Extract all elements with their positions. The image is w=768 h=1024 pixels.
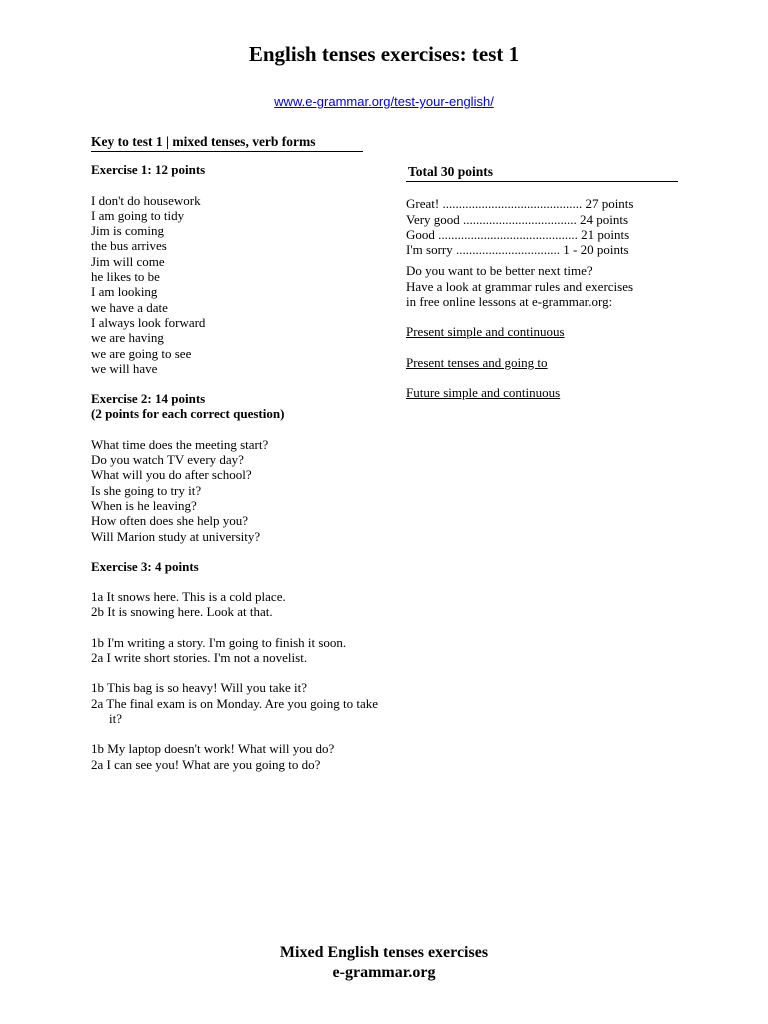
answer-line: Jim will come <box>91 253 165 269</box>
answer-line: I don't do housework <box>91 192 201 208</box>
promo-text <box>406 263 678 309</box>
page-footer <box>0 943 768 983</box>
promo-line: in free online lessons at e-grammar.org: <box>406 294 613 310</box>
score-row: I'm sorry ................................ 1 - 20 points <box>406 242 629 258</box>
answer-line: we have a date <box>91 299 168 315</box>
answer-line: 2a The final exam is on Monday. Are you going to take it? <box>91 695 379 726</box>
answer-line: 1a It snows here. This is a cold place. <box>91 589 286 605</box>
answer-line: When is he leaving? <box>91 497 197 513</box>
answer-line: 2b It is snowing here. Look at that. <box>91 604 273 620</box>
answer-line: Is she going to try it? <box>91 482 202 498</box>
promo-line: Have a look at grammar rules and exercises <box>406 278 634 294</box>
exercise2-heading: Exercise 2: 14 points <box>91 391 206 407</box>
answer-line: we are going to see <box>91 345 192 361</box>
answer-line: 1b I'm writing a story. I'm going to finish it soon. <box>91 634 347 650</box>
answer-line: 1b This bag is so heavy! Will you take it? <box>91 680 307 696</box>
score-table <box>406 196 678 257</box>
scoring-column <box>406 164 678 400</box>
answer-line: I always look forward <box>91 314 206 330</box>
answer-line: What time does the meeting start? <box>91 436 269 452</box>
answer-line: What will you do after school? <box>91 467 252 483</box>
key-heading: Key to test 1 | mixed tenses, verb forms <box>91 134 363 152</box>
promo-line: Do you want to be better next time? <box>406 263 593 279</box>
page-title: English tenses exercises: test 1 <box>248 42 520 66</box>
answer-line: Do you watch TV every day? <box>91 452 244 468</box>
answer-line: he likes to be <box>91 269 160 285</box>
score-row: Great! ........................................... 27 points <box>406 196 634 212</box>
site-url-link[interactable]: www.e-grammar.org/test-your-english/ <box>274 94 494 109</box>
lesson-link-present-simple-continuous[interactable]: Present simple and continuous <box>406 324 565 340</box>
exercise3-heading: Exercise 3: 4 points <box>91 558 199 574</box>
exercise1-answers <box>91 193 381 377</box>
lesson-link-present-tenses-going-to[interactable]: Present tenses and going to <box>406 354 548 370</box>
answer-line: Will Marion study at university? <box>91 528 261 544</box>
answer-line: How often does she help you? <box>91 513 249 529</box>
exercise1-heading: Exercise 1: 12 points <box>91 162 206 178</box>
score-row: Good ........................................... 21 points <box>406 226 630 242</box>
answer-line: I am going to tidy <box>91 207 185 223</box>
answer-line: the bus arrives <box>91 238 167 254</box>
answer-line: 1b My laptop doesn't work! What will you do? <box>91 741 335 757</box>
score-row: Very good ................................... 24 points <box>406 211 629 227</box>
answer-line: 2a I write short stories. I'm not a novelist. <box>91 650 308 666</box>
answer-key-column <box>91 134 381 772</box>
answer-line: Jim is coming <box>91 223 164 239</box>
exercise3-answers <box>91 589 381 772</box>
answer-line: we are having <box>91 330 164 346</box>
exercise2-subheading: (2 points for each correct question) <box>91 406 285 422</box>
answer-line: 2a I can see you! What are you going to do? <box>91 756 321 772</box>
answer-line: I am looking <box>91 284 158 300</box>
total-heading: Total 30 points <box>406 164 678 182</box>
answer-line: we will have <box>91 360 158 376</box>
exercise2-answers <box>91 437 381 544</box>
lesson-link-future-simple-continuous[interactable]: Future simple and continuous <box>406 384 561 400</box>
footer-title: Mixed English tenses exercises <box>279 944 489 961</box>
footer-site: e-grammar.org <box>332 964 436 981</box>
